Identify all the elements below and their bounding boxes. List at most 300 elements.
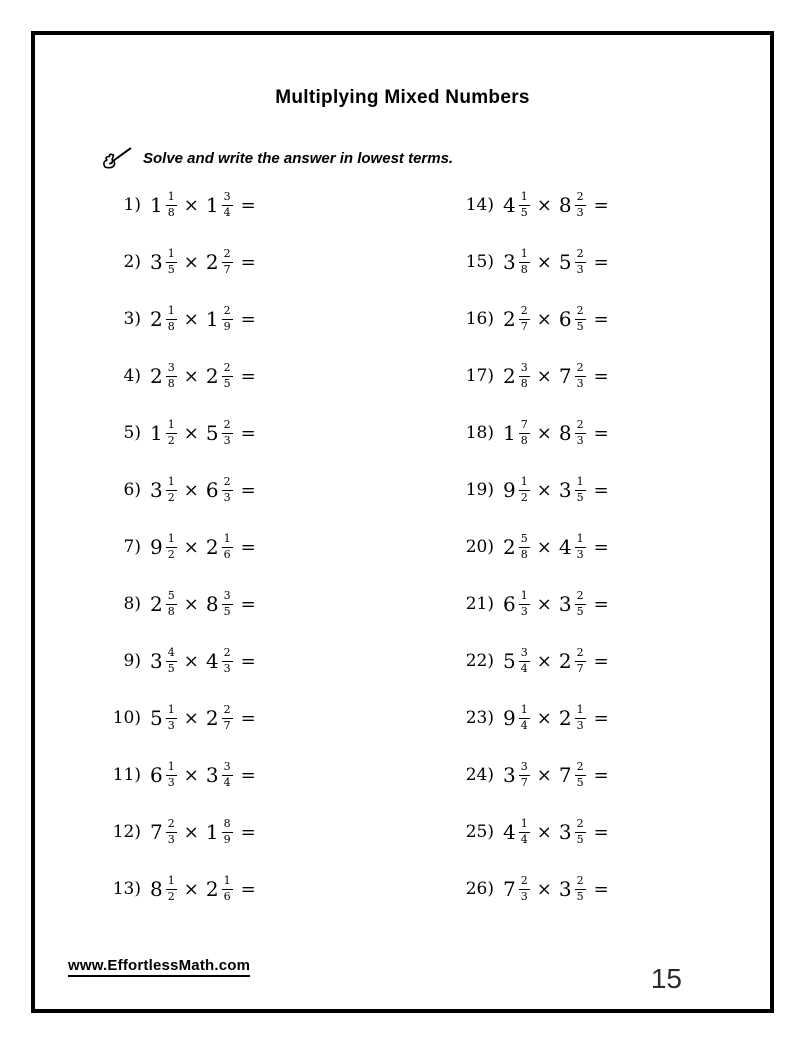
problem-row (105, 701, 458, 735)
fraction-numerator: 2 (222, 476, 233, 491)
fraction-numerator: 1 (519, 590, 530, 605)
fraction-numerator: 1 (519, 476, 530, 491)
fraction-numerator: 1 (575, 704, 586, 719)
equals-sign: = (593, 194, 609, 216)
problem-row (458, 701, 609, 735)
whole-number: 1 (150, 193, 163, 217)
equals-sign: = (240, 536, 256, 558)
fraction-denominator: 8 (520, 262, 528, 276)
fraction (222, 818, 233, 846)
multiplication-sign: × (536, 764, 552, 786)
fraction (575, 305, 586, 333)
multiplication-sign: × (536, 479, 552, 501)
multiplication-sign: × (536, 536, 552, 558)
whole-number: 4 (503, 820, 516, 844)
problem-row (105, 359, 458, 393)
fraction-denominator: 3 (576, 547, 584, 561)
fraction-denominator: 8 (520, 376, 528, 390)
fraction-numerator: 3 (166, 362, 177, 377)
fraction-numerator: 1 (166, 761, 177, 776)
first-mixed-number (503, 818, 530, 846)
fraction-denominator: 5 (576, 832, 584, 846)
fraction-numerator: 2 (575, 875, 586, 890)
equals-sign: = (240, 422, 256, 444)
fraction (519, 590, 530, 618)
fraction-denominator: 7 (576, 661, 584, 675)
fraction-denominator: 5 (223, 604, 231, 618)
fraction (166, 761, 177, 789)
fraction (575, 248, 586, 276)
fraction-denominator: 8 (167, 205, 175, 219)
fraction (519, 704, 530, 732)
problem-number: 1) (123, 195, 141, 215)
fraction-denominator: 3 (520, 889, 528, 903)
equals-sign: = (240, 650, 256, 672)
multiplication-sign: × (536, 308, 552, 330)
equals-sign: = (240, 593, 256, 615)
problem-row (105, 302, 458, 336)
fraction (222, 248, 233, 276)
equals-sign: = (240, 764, 256, 786)
second-mixed-number (206, 590, 233, 618)
equals-sign: = (240, 878, 256, 900)
fraction (166, 704, 177, 732)
fraction-numerator: 2 (222, 248, 233, 263)
equals-sign: = (593, 650, 609, 672)
fraction-denominator: 3 (576, 205, 584, 219)
problem-row (458, 245, 609, 279)
multiplication-sign: × (183, 194, 199, 216)
fraction-denominator: 6 (223, 547, 231, 561)
fraction-numerator: 1 (222, 875, 233, 890)
fraction (222, 647, 233, 675)
whole-number: 5 (150, 706, 163, 730)
first-mixed-number (150, 476, 177, 504)
fraction-denominator: 2 (520, 490, 528, 504)
multiplication-sign: × (183, 650, 199, 672)
fraction (166, 818, 177, 846)
whole-number: 3 (558, 478, 572, 502)
whole-number: 6 (558, 307, 572, 331)
first-mixed-number (503, 419, 530, 447)
whole-number: 2 (205, 250, 219, 274)
fraction (166, 248, 177, 276)
multiplication-sign: × (536, 878, 552, 900)
fraction (166, 419, 177, 447)
fraction (222, 191, 233, 219)
fraction-denominator: 3 (576, 433, 584, 447)
second-mixed-number (559, 875, 586, 903)
fraction-denominator: 7 (223, 718, 231, 732)
problem-row (105, 530, 458, 564)
problem-row (458, 359, 609, 393)
fraction-denominator: 5 (576, 775, 584, 789)
fraction (222, 704, 233, 732)
whole-number: 5 (558, 250, 572, 274)
fraction (575, 476, 586, 504)
equals-sign: = (593, 365, 609, 387)
instruction-text: Solve and write the answer in lowest terms. (143, 149, 454, 167)
fraction-denominator: 3 (167, 775, 175, 789)
fraction-numerator: 1 (166, 248, 177, 263)
whole-number: 8 (150, 877, 163, 901)
problem-row (105, 416, 458, 450)
whole-number: 2 (503, 364, 516, 388)
problem-number: 7) (123, 537, 141, 557)
problem-number: 8) (123, 594, 141, 614)
problem-row (458, 530, 609, 564)
fraction (222, 590, 233, 618)
fraction-numerator: 1 (519, 191, 530, 206)
fraction-denominator: 2 (167, 490, 175, 504)
fraction-denominator: 3 (520, 604, 528, 618)
fraction (222, 362, 233, 390)
problem-number: 3) (123, 309, 141, 329)
whole-number: 3 (150, 649, 163, 673)
equals-sign: = (593, 878, 609, 900)
multiplication-sign: × (183, 308, 199, 330)
problem-number: 16) (465, 309, 494, 329)
fraction-numerator: 1 (166, 191, 177, 206)
fraction-numerator: 1 (166, 476, 177, 491)
fraction-numerator: 1 (519, 248, 530, 263)
fraction-numerator: 1 (166, 533, 177, 548)
first-mixed-number (150, 191, 177, 219)
fraction-denominator: 8 (520, 433, 528, 447)
fraction (222, 533, 233, 561)
whole-number: 3 (150, 478, 163, 502)
fraction-denominator: 5 (167, 661, 175, 675)
problems-column-right (458, 188, 609, 929)
fraction-numerator: 3 (222, 761, 233, 776)
fraction-numerator: 2 (575, 647, 586, 662)
fraction (575, 533, 586, 561)
whole-number: 1 (205, 307, 219, 331)
fraction-denominator: 8 (520, 547, 528, 561)
whole-number: 2 (205, 706, 219, 730)
second-mixed-number (206, 191, 233, 219)
fraction (222, 761, 233, 789)
whole-number: 1 (150, 421, 163, 445)
second-mixed-number (559, 761, 586, 789)
second-mixed-number (206, 761, 233, 789)
problem-number: 15) (465, 252, 494, 272)
fraction (222, 305, 233, 333)
fraction-numerator: 2 (519, 305, 530, 320)
whole-number: 2 (150, 307, 163, 331)
first-mixed-number (503, 704, 530, 732)
equals-sign: = (593, 821, 609, 843)
whole-number: 2 (150, 592, 163, 616)
whole-number: 3 (558, 592, 572, 616)
first-mixed-number (150, 704, 177, 732)
second-mixed-number (206, 875, 233, 903)
first-mixed-number (503, 533, 530, 561)
problem-number: 4) (123, 366, 141, 386)
whole-number: 3 (503, 763, 516, 787)
fraction (166, 533, 177, 561)
problem-number: 2) (123, 252, 141, 272)
multiplication-sign: × (536, 707, 552, 729)
fraction (166, 647, 177, 675)
second-mixed-number (206, 248, 233, 276)
footer-website-link[interactable]: www.EffortlessMath.com (68, 957, 250, 977)
whole-number: 5 (503, 649, 516, 673)
whole-number: 3 (558, 820, 572, 844)
fraction (575, 761, 586, 789)
fraction-denominator: 4 (223, 775, 231, 789)
fraction-denominator: 3 (576, 262, 584, 276)
fraction (222, 476, 233, 504)
fraction-denominator: 5 (576, 319, 584, 333)
fraction-denominator: 3 (576, 376, 584, 390)
problem-row (458, 644, 609, 678)
first-mixed-number (150, 362, 177, 390)
fraction-denominator: 4 (223, 205, 231, 219)
problem-row (105, 587, 458, 621)
second-mixed-number (559, 476, 586, 504)
second-mixed-number (559, 305, 586, 333)
fraction-denominator: 7 (520, 319, 528, 333)
multiplication-sign: × (183, 536, 199, 558)
fraction-numerator: 1 (166, 704, 177, 719)
fraction-numerator: 2 (222, 647, 233, 662)
equals-sign: = (593, 593, 609, 615)
whole-number: 2 (205, 364, 219, 388)
problem-number: 23) (465, 708, 494, 728)
fraction-denominator: 5 (576, 490, 584, 504)
problem-number: 6) (123, 480, 141, 500)
whole-number: 1 (205, 820, 219, 844)
problem-number: 18) (465, 423, 494, 443)
fraction-numerator: 2 (575, 362, 586, 377)
fraction (519, 248, 530, 276)
equals-sign: = (240, 707, 256, 729)
fraction-numerator: 1 (166, 305, 177, 320)
problem-row (458, 302, 609, 336)
fraction-numerator: 8 (222, 818, 233, 833)
fraction (166, 305, 177, 333)
problem-number: 12) (112, 822, 141, 842)
problem-number: 9) (123, 651, 141, 671)
fraction (222, 875, 233, 903)
problems-column-left (105, 188, 458, 929)
equals-sign: = (240, 365, 256, 387)
first-mixed-number (150, 590, 177, 618)
problem-row (458, 587, 609, 621)
fraction-numerator: 2 (222, 419, 233, 434)
fraction-numerator: 1 (519, 704, 530, 719)
fraction-numerator: 2 (575, 590, 586, 605)
problem-number: 22) (465, 651, 494, 671)
fraction-denominator: 2 (167, 889, 175, 903)
problem-row (105, 188, 458, 222)
problem-row (105, 473, 458, 507)
whole-number: 8 (558, 421, 572, 445)
problem-number: 5) (123, 423, 141, 443)
whole-number: 6 (205, 478, 219, 502)
first-mixed-number (150, 761, 177, 789)
whole-number: 7 (150, 820, 163, 844)
first-mixed-number (150, 647, 177, 675)
fraction-denominator: 2 (167, 547, 175, 561)
whole-number: 3 (503, 250, 516, 274)
fraction-numerator: 1 (166, 875, 177, 890)
whole-number: 2 (558, 706, 572, 730)
first-mixed-number (503, 191, 530, 219)
problem-number: 26) (465, 879, 494, 899)
problem-number: 20) (465, 537, 494, 557)
multiplication-sign: × (536, 422, 552, 444)
second-mixed-number (559, 191, 586, 219)
fraction-denominator: 5 (167, 262, 175, 276)
fraction-numerator: 3 (519, 362, 530, 377)
fraction-numerator: 3 (519, 761, 530, 776)
multiplication-sign: × (183, 878, 199, 900)
fraction-numerator: 5 (166, 590, 177, 605)
first-mixed-number (503, 305, 530, 333)
fraction (519, 875, 530, 903)
first-mixed-number (150, 818, 177, 846)
fraction-denominator: 5 (223, 376, 231, 390)
second-mixed-number (206, 305, 233, 333)
whole-number: 2 (150, 364, 163, 388)
second-mixed-number (206, 362, 233, 390)
fraction-numerator: 1 (519, 818, 530, 833)
whole-number: 8 (558, 193, 572, 217)
problem-row (105, 644, 458, 678)
first-mixed-number (150, 419, 177, 447)
problem-number: 11) (112, 765, 141, 785)
fraction-denominator: 7 (223, 262, 231, 276)
whole-number: 7 (558, 763, 572, 787)
equals-sign: = (593, 422, 609, 444)
problem-row (105, 245, 458, 279)
fraction (519, 362, 530, 390)
fraction-denominator: 8 (167, 604, 175, 618)
fraction (166, 362, 177, 390)
first-mixed-number (150, 305, 177, 333)
problem-row (458, 758, 609, 792)
whole-number: 4 (503, 193, 516, 217)
multiplication-sign: × (536, 821, 552, 843)
first-mixed-number (150, 248, 177, 276)
multiplication-sign: × (183, 365, 199, 387)
first-mixed-number (150, 875, 177, 903)
whole-number: 6 (503, 592, 516, 616)
fraction (166, 191, 177, 219)
fraction-denominator: 8 (167, 376, 175, 390)
equals-sign: = (593, 251, 609, 273)
fraction-numerator: 2 (166, 818, 177, 833)
first-mixed-number (503, 647, 530, 675)
problem-row (105, 815, 458, 849)
whole-number: 9 (150, 535, 163, 559)
second-mixed-number (206, 476, 233, 504)
first-mixed-number (503, 761, 530, 789)
fraction-denominator: 9 (223, 319, 231, 333)
fraction (519, 305, 530, 333)
problem-number: 25) (465, 822, 494, 842)
second-mixed-number (206, 533, 233, 561)
multiplication-sign: × (183, 821, 199, 843)
fraction-denominator: 5 (576, 889, 584, 903)
problem-number: 19) (465, 480, 494, 500)
fraction-numerator: 2 (575, 761, 586, 776)
equals-sign: = (240, 821, 256, 843)
fraction (519, 818, 530, 846)
fraction (519, 476, 530, 504)
fraction-numerator: 2 (575, 248, 586, 263)
worksheet-page (31, 31, 774, 1013)
fraction-numerator: 2 (222, 305, 233, 320)
fraction-denominator: 9 (223, 832, 231, 846)
fraction-denominator: 4 (520, 661, 528, 675)
fraction-numerator: 5 (519, 533, 530, 548)
equals-sign: = (593, 308, 609, 330)
fraction (575, 818, 586, 846)
problem-number: 14) (465, 195, 494, 215)
fraction-numerator: 2 (575, 305, 586, 320)
fraction-denominator: 3 (223, 490, 231, 504)
fraction-numerator: 2 (575, 191, 586, 206)
whole-number: 3 (558, 877, 572, 901)
problem-number: 24) (465, 765, 494, 785)
whole-number: 9 (503, 706, 516, 730)
fraction-denominator: 3 (167, 718, 175, 732)
multiplication-sign: × (536, 194, 552, 216)
fraction-denominator: 3 (223, 433, 231, 447)
first-mixed-number (503, 590, 530, 618)
second-mixed-number (559, 818, 586, 846)
fraction-denominator: 2 (167, 433, 175, 447)
multiplication-sign: × (536, 365, 552, 387)
second-mixed-number (559, 248, 586, 276)
fraction-numerator: 1 (575, 476, 586, 491)
second-mixed-number (559, 533, 586, 561)
page-title: Multiplying Mixed Numbers (275, 87, 530, 108)
equals-sign: = (240, 308, 256, 330)
fraction-denominator: 5 (520, 205, 528, 219)
fraction-numerator: 3 (519, 647, 530, 662)
first-mixed-number (503, 476, 530, 504)
problem-row (105, 872, 458, 906)
first-mixed-number (150, 533, 177, 561)
multiplication-sign: × (183, 764, 199, 786)
whole-number: 1 (205, 193, 219, 217)
fraction-denominator: 3 (223, 661, 231, 675)
problem-row (105, 758, 458, 792)
equals-sign: = (593, 764, 609, 786)
problem-number: 21) (465, 594, 494, 614)
fraction (166, 590, 177, 618)
second-mixed-number (206, 704, 233, 732)
second-mixed-number (559, 362, 586, 390)
whole-number: 7 (503, 877, 516, 901)
multiplication-sign: × (183, 479, 199, 501)
first-mixed-number (503, 248, 530, 276)
fraction-denominator: 3 (167, 832, 175, 846)
fraction-denominator: 3 (576, 718, 584, 732)
whole-number: 6 (150, 763, 163, 787)
fraction-numerator: 2 (222, 362, 233, 377)
fraction (519, 533, 530, 561)
multiplication-sign: × (536, 251, 552, 273)
whole-number: 7 (558, 364, 572, 388)
second-mixed-number (206, 647, 233, 675)
problem-row (458, 872, 609, 906)
whole-number: 9 (503, 478, 516, 502)
